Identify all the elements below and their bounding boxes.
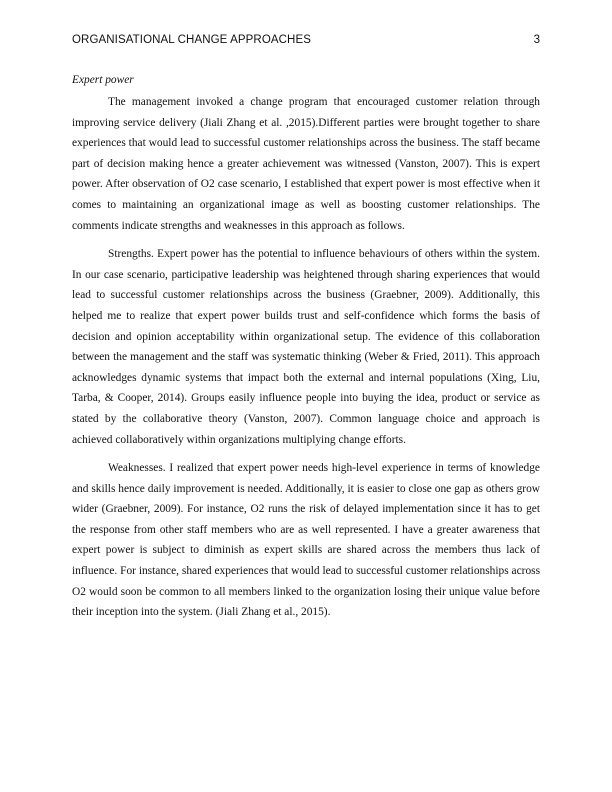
paragraph-weaknesses: Weaknesses. I realized that expert power needs high-level experience in terms of knowledge and skills hence daily improvement is needed. Additionally, it is easier to close one gap as others grow wider (Graebner, 2009). For instance, O2 runs the risk of delayed implementation since it has to get the response from other staff members who are as well represented. I have a greater awareness that expert power is subject to diminish as expert skills are shared across the members thus lack of influence. For instance, shared experiences that would lead to successful customer relationships across O2 would soon be common to all members linked to the organization losing their unique value before their inception into the system. (Jiali Zhang et al., 2015). xyxy=(72,462,540,619)
document-body xyxy=(72,70,540,631)
paragraph-strengths: Strengths. Expert power has the potential to influence behaviours of others within the system. In our case scenario, participative leadership was heightened through sharing experiences that would lead to successful customer relationships across the business (Graebner, 2009). Additionally, this helped me to realize that expert power builds trust and self-confidence which forms the basis of decision and opinion acceptability within organizational setup. The evidence of this collaboration between the management and the staff was systematic thinking (Weber & Fried, 2011). This approach acknowledges dynamic systems that impact both the external and internal populations (Xing, Liu, Tarba, & Cooper, 2014). Groups easily influence people into buying the idea, product or service as stated by the collaborative theory (Vanston, 2007). Common language choice and approach is achieved collaboratively within organizations multiplying change efforts. xyxy=(72,248,540,446)
paragraph-intro: The management invoked a change program that encouraged customer relation through improving service delivery (Jiali Zhang et al. ,2015).Different parties were brought together to share experiences that would lead to successful customer relationships across the business. The staff became part of decision making hence a greater achievement was witnessed (Vanston, 2007). This is expert power. After observation of O2 case scenario, I established that expert power is most effective when it comes to maintaining an organizational image as well as boosting customer relationships. The comments indicate strengths and weaknesses in this approach as follows. xyxy=(72,96,540,232)
page-number: 3 xyxy=(533,34,540,46)
running-head-title: ORGANISATIONAL CHANGE APPROACHES xyxy=(72,34,312,46)
page-header xyxy=(72,34,540,52)
section-heading: Expert power xyxy=(72,74,134,86)
